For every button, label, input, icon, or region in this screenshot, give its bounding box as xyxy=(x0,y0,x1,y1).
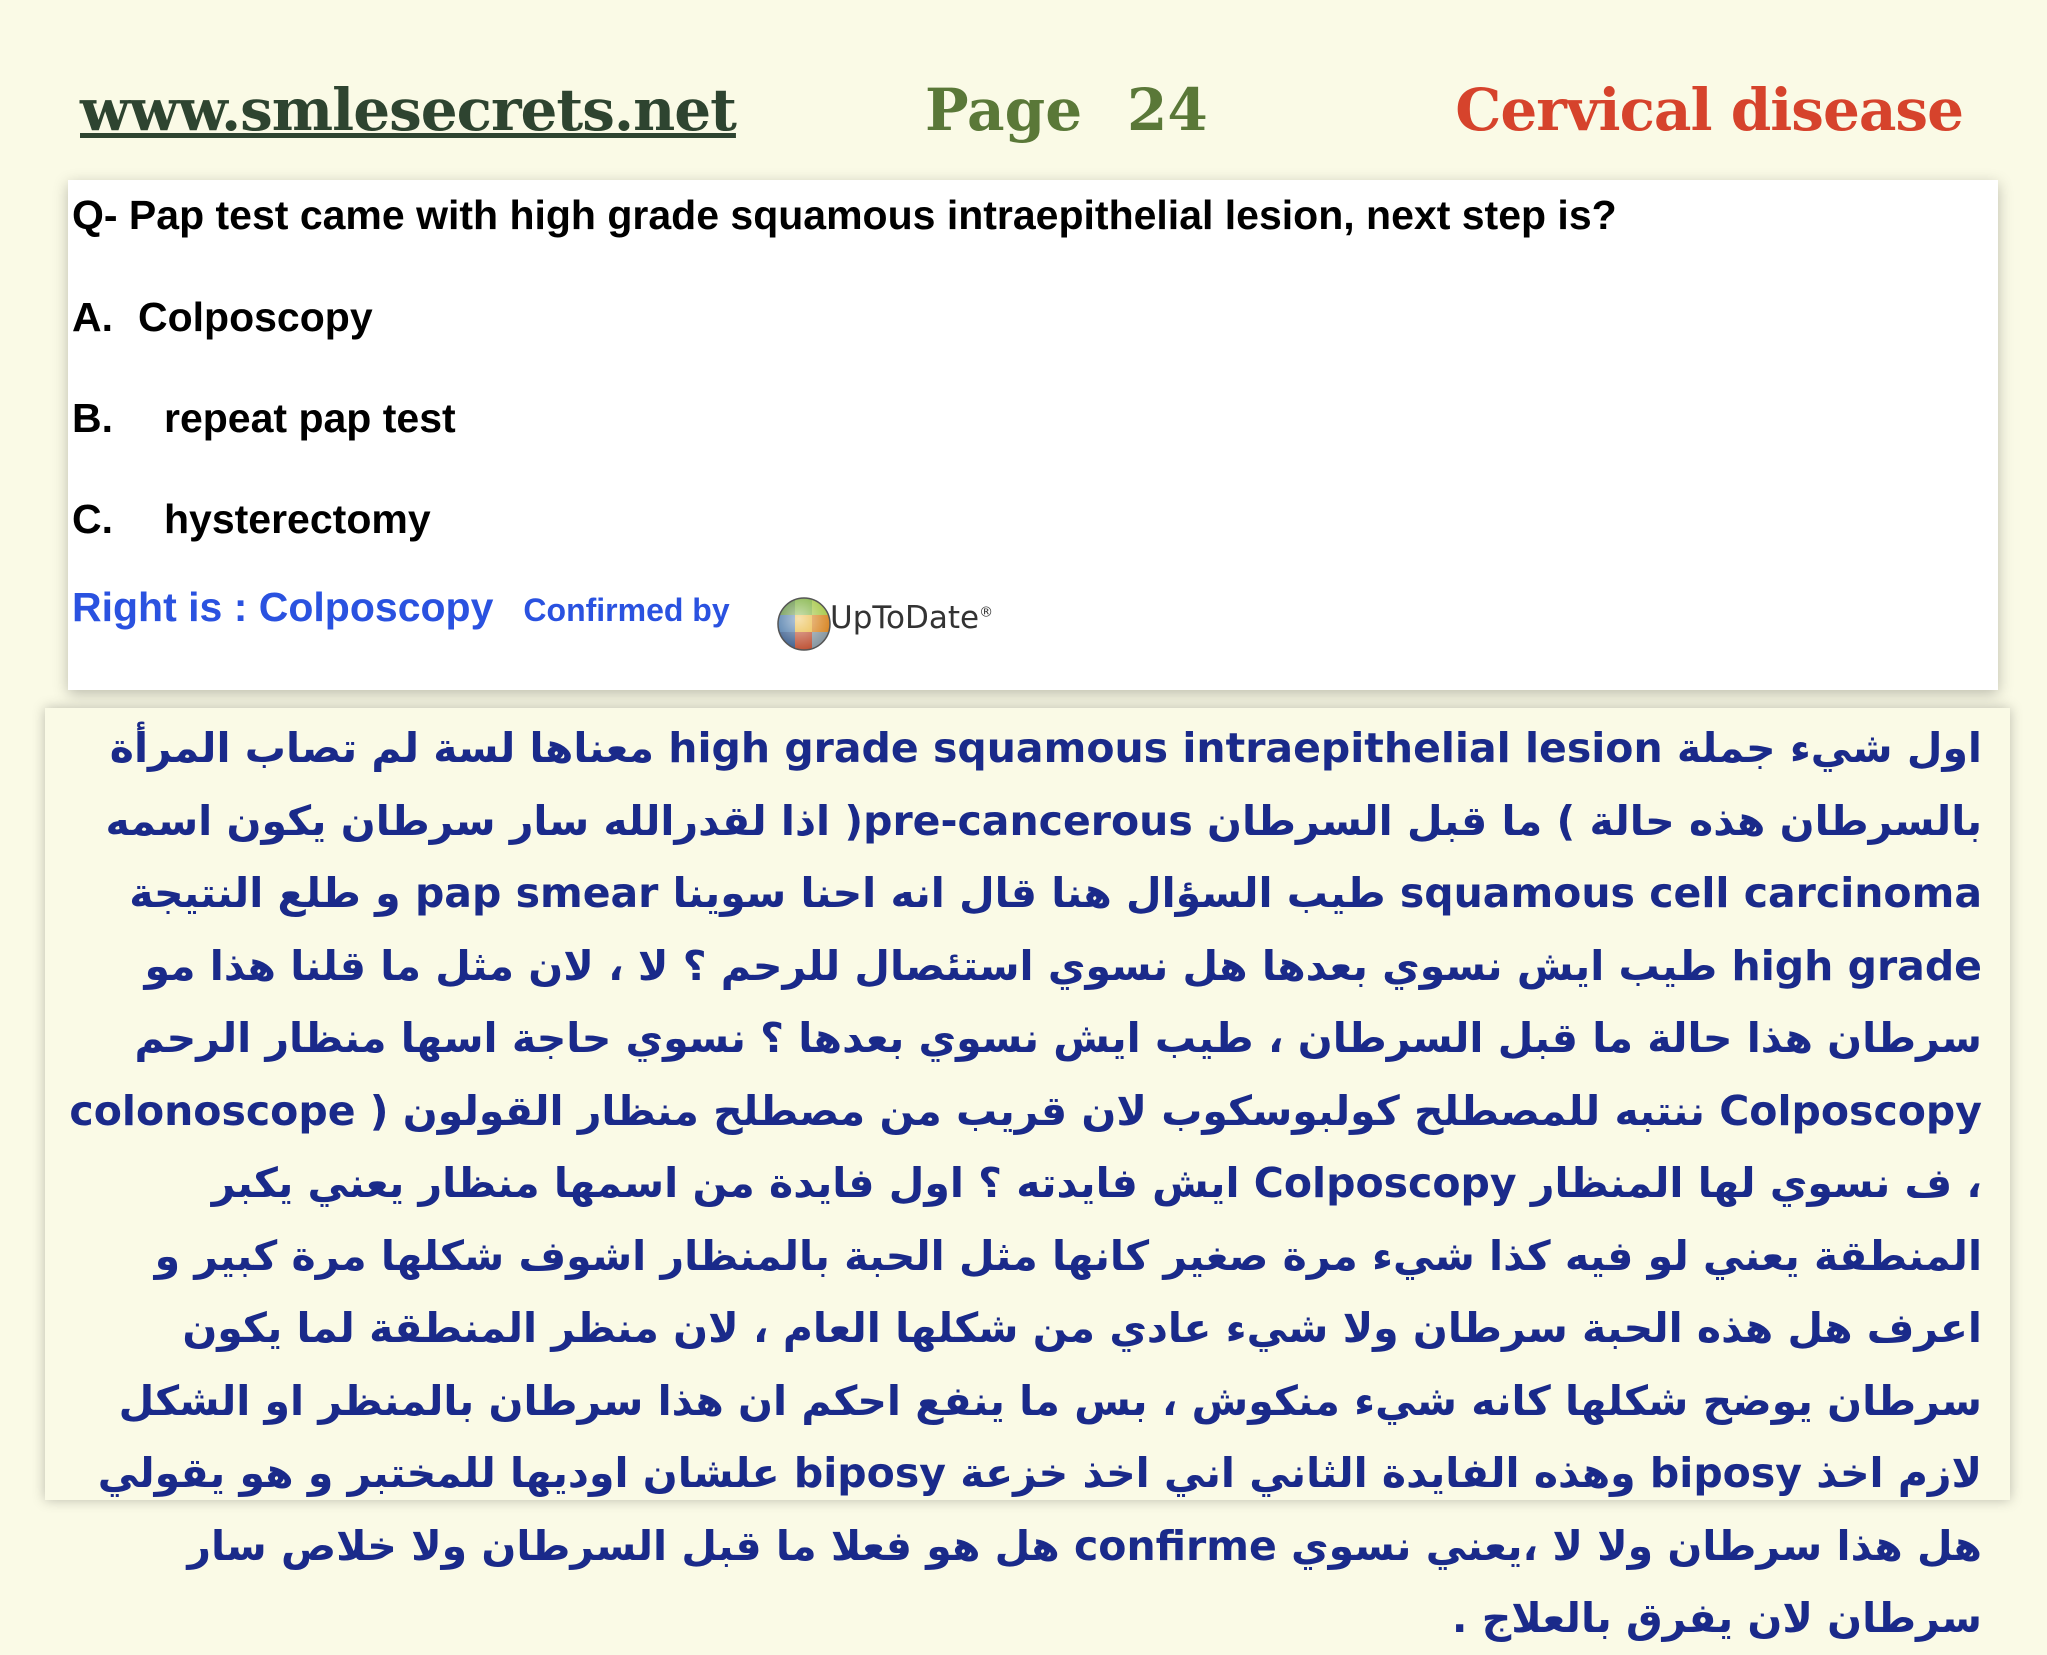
option-text: repeat pap test xyxy=(164,395,456,441)
option-b xyxy=(72,395,456,442)
uptodate-wordmark: UpToDate® xyxy=(830,600,994,636)
answer-text: Right is : Colposcopy xyxy=(72,584,494,630)
chapter-title: Cervical disease xyxy=(1455,76,1963,144)
option-letter: B. xyxy=(72,395,113,441)
option-text: hysterectomy xyxy=(164,496,431,542)
confirmed-by-text: Confirmed by xyxy=(523,592,730,628)
answer-line xyxy=(72,584,730,631)
explanation-text: اول شيء جملة high grade squamous intraepithelial lesion معناها لسة لم تصاب المرأة بالسرطان هذه حالة ) ما قبل السرطان pre-cancerous( اذا لقدرالله سار سرطان يكون اسمه squamous cell carcinoma طيب السؤال هنا قال انه احنا سوينا pap smear و طلع النتيجة high grade طيب ايش نسوي بعدها هل نسوي استئصال للرحم ؟ لا ، لان مثل ما قلنا هذا مو سرطان هذا حالة ما قبل السرطان ، طيب ايش نسوي بعدها ؟ نسوي حاجة اسها منظار الرحم Colposcopy ننتبه للمصطلح كولبوسكوب لان قريب من مصطلح منظار القولون ( colonoscope ، ف نسوي لها المنظار Colposcopy ايش فايدته ؟ اول فايدة من اسمها منظار يعني يكبر المنطقة يعني لو فيه كذا شيء مرة صغير كانها مثل الحبة بالمنظار اشوف شكلها مرة كبير و اعرف هل هذه الحبة سرطان ولا شيء عادي من شكلها العام ، لان منظر المنطقة لما يكون سرطان يوضح شكلها كانه شيء منكوش ، بس ما ينفع احكم ان هذا سرطان بالمنظر او الشكل لازم اخذ biposy وهذه الفايدة الثاني اني اخذ خزعة biposy علشان اوديها للمختبر و هو يقولي هل هذا سرطان ولا لا ،يعني نسوي confirme هل هو فعلا ما قبل السرطان ولا خلاص سار سرطان لان يفرق بالعلاج . xyxy=(69,724,1982,1642)
option-c xyxy=(72,496,431,543)
page-header xyxy=(0,0,2047,180)
page-label: Page xyxy=(925,76,1083,144)
option-a xyxy=(72,294,373,341)
site-link[interactable]: www.smlesecrets.net xyxy=(80,76,736,144)
explanation-card xyxy=(45,708,2010,1642)
page-number: 24 xyxy=(1127,76,1208,144)
option-letter: A. xyxy=(72,294,113,340)
option-text: Colposcopy xyxy=(138,294,373,340)
question-text: Q- Pap test came with high grade squamous intraepithelial lesion, next step is? xyxy=(72,192,1617,238)
uptodate-logo-icon xyxy=(774,594,834,654)
question-card xyxy=(68,180,1998,690)
option-letter: C. xyxy=(72,496,113,542)
